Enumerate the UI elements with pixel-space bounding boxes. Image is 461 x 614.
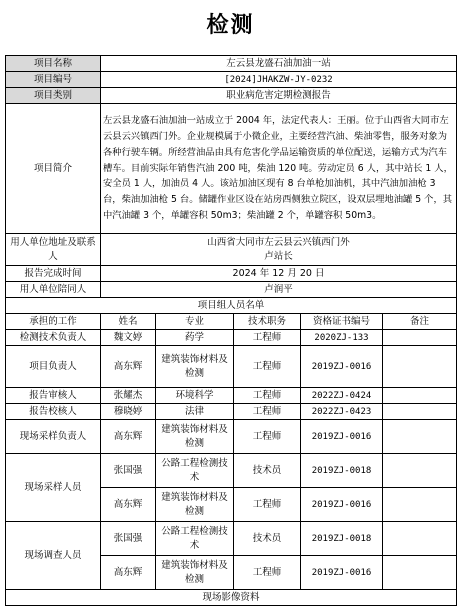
project-name-value: 左云县龙盛石油加油一站: [101, 56, 457, 72]
table-row: [6, 388, 457, 404]
employer-row: [6, 234, 457, 266]
project-type-row: [6, 88, 457, 104]
header-cell: 备注: [383, 314, 457, 330]
major-cell: 建筑装饰材料及检测: [156, 488, 234, 522]
title-cell: 工程师: [234, 404, 301, 420]
cert-cell: 2022ZJ-0423: [301, 404, 383, 420]
employer-address: 山西省大同市左云县云兴镇西门外: [207, 236, 350, 248]
note-cell: [383, 330, 457, 346]
header-cell: 资格证书编号: [301, 314, 383, 330]
project-no-row: [6, 72, 457, 88]
footer-section-row: [6, 590, 457, 606]
role-cell: 项目负责人: [6, 346, 101, 388]
project-type-value: 职业病危害定期检测报告: [101, 88, 457, 104]
major-cell: 建筑装饰材料及检测: [156, 346, 234, 388]
table-row: [6, 522, 457, 556]
intro-value: 左云县龙盛石油加油一站成立于 2004 年，法定代表人：王丽。位于山西省大同市左云县云兴镇西门外。企业规模属于小微企业，主要经营汽油、柴油零售，服务对象为各种行驶车辆。所经营油品由具有危害化学品运输资质的单位配送，运输方式为汽车槽车。目前实际年销售汽油 200 吨，柴油 120 吨。劳动定员 6 人，其中站长 1 人，安全员 1 人，加油员 4 人。该站加油区现有 8 台单枪加油机，其中汽油加油枪 3 台，柴油加油枪 5 台。储罐作业区设在站房西侧独立院区，设双层埋地油罐 5 个，其中汽油罐 3 个，单罐容积 50m3；柴油罐 2 个，单罐容积 50m3。: [101, 104, 457, 234]
table-row: [6, 404, 457, 420]
name-cell: 张国强: [101, 454, 156, 488]
name-cell: 高东辉: [101, 420, 156, 454]
title-cell: 工程师: [234, 420, 301, 454]
name-cell: 高东辉: [101, 556, 156, 590]
cert-cell: 2019ZJ-0016: [301, 488, 383, 522]
note-cell: [383, 488, 457, 522]
role-cell: 现场采样负责人: [6, 420, 101, 454]
table-row: [6, 454, 457, 488]
major-cell: 公路工程检测技术: [156, 522, 234, 556]
title-cell: 工程师: [234, 556, 301, 590]
title-cell: 工程师: [234, 346, 301, 388]
completion-label: 报告完成时间: [6, 266, 101, 282]
table-row: [6, 346, 457, 388]
members-title-row: [6, 298, 457, 314]
major-cell: 药学: [156, 330, 234, 346]
members-section-title: 项目组人员名单: [6, 298, 457, 314]
note-cell: [383, 388, 457, 404]
cert-cell: 2022ZJ-0424: [301, 388, 383, 404]
note-cell: [383, 346, 457, 388]
cert-cell: 2019ZJ-0016: [301, 556, 383, 590]
name-cell: 张国强: [101, 522, 156, 556]
role-cell: 检测技术负责人: [6, 330, 101, 346]
cert-cell: 2019ZJ-0016: [301, 346, 383, 388]
major-cell: 法律: [156, 404, 234, 420]
title-cell: 技术员: [234, 454, 301, 488]
report-table: [5, 55, 457, 606]
major-cell: 环境科学: [156, 388, 234, 404]
cert-cell: 2019ZJ-0016: [301, 420, 383, 454]
escort-label: 用人单位陪同人: [6, 282, 101, 298]
project-no-value: [2024]JHAKZW-JY-0232: [101, 72, 457, 88]
name-cell: 高东辉: [101, 346, 156, 388]
role-cell: 报告校核人: [6, 404, 101, 420]
role-cell: 现场调查人员: [6, 522, 101, 590]
employer-label: 用人单位地址及联系人: [6, 234, 101, 266]
header-cell: 专业: [156, 314, 234, 330]
name-cell: 高东辉: [101, 488, 156, 522]
employer-value: [101, 234, 457, 266]
title-cell: 工程师: [234, 488, 301, 522]
role-cell: 现场采样人员: [6, 454, 101, 522]
cert-cell: 2019ZJ-0018: [301, 454, 383, 488]
title-cell: 工程师: [234, 330, 301, 346]
header-cell: 姓名: [101, 314, 156, 330]
intro-label: 项目简介: [6, 104, 101, 234]
table-row: [6, 420, 457, 454]
note-cell: [383, 522, 457, 556]
project-no-label: 项目编号: [6, 72, 101, 88]
title-cell: 技术员: [234, 522, 301, 556]
completion-value: 2024 年 12 月 20 日: [101, 266, 457, 282]
name-cell: 魏文婷: [101, 330, 156, 346]
project-type-label: 项目类别: [6, 88, 101, 104]
header-cell: 技术职务: [234, 314, 301, 330]
name-cell: 张耀杰: [101, 388, 156, 404]
header-cell: 承担的工作: [6, 314, 101, 330]
title-cell: 工程师: [234, 388, 301, 404]
role-cell: 报告审核人: [6, 388, 101, 404]
note-cell: [383, 420, 457, 454]
intro-row: [6, 104, 457, 234]
members-header-row: [6, 314, 457, 330]
major-cell: 公路工程检测技术: [156, 454, 234, 488]
note-cell: [383, 454, 457, 488]
escort-value: 卢润平: [101, 282, 457, 298]
table-row: [6, 330, 457, 346]
page-title: 检测: [206, 13, 255, 38]
project-name-row: [6, 56, 457, 72]
footer-section-title: 现场影像资料: [6, 590, 457, 606]
cert-cell: 2020ZJ-133: [301, 330, 383, 346]
major-cell: 建筑装饰材料及检测: [156, 556, 234, 590]
cert-cell: 2019ZJ-0018: [301, 522, 383, 556]
major-cell: 建筑装饰材料及检测: [156, 420, 234, 454]
name-cell: 穆晓婷: [101, 404, 156, 420]
completion-row: [6, 266, 457, 282]
employer-contact: 卢站长: [264, 250, 293, 262]
note-cell: [383, 404, 457, 420]
escort-row: [6, 282, 457, 298]
note-cell: [383, 556, 457, 590]
project-name-label: 项目名称: [6, 56, 101, 72]
